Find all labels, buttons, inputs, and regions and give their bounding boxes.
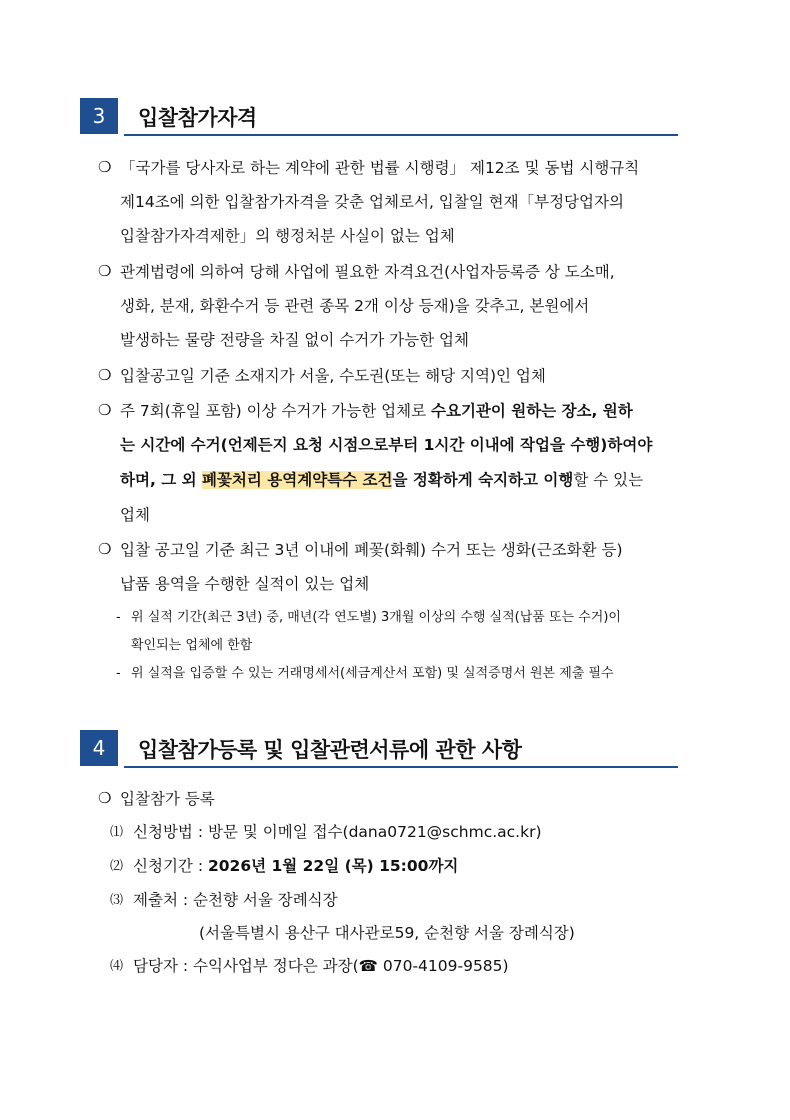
bullet-icon: ❍	[98, 158, 112, 176]
item-2-line-1: 관계법령에 의하여 당해 사업에 필요한 자격요건(사업자등록증 상 도소매,	[120, 263, 615, 281]
row-value: 수익사업부 정다은 과장(☎ 070-4109-9585)	[193, 957, 509, 975]
bullet-icon: ❍	[98, 262, 112, 280]
section-4-header	[80, 730, 678, 770]
item-4-line-4: 업체	[120, 506, 150, 524]
row-label: 신청방법 :	[133, 823, 208, 841]
item-1-line-3: 입찰참가자격제한」의 행정처분 사실이 없는 업체	[120, 227, 455, 245]
item-4-text-bold: 수요기관이 원하는 장소, 원하	[431, 402, 633, 420]
sub-1-line-1: 위 실적 기간(최근 3년) 중, 매년(각 연도별) 3개월 이상의 수행 실적(납품 또는 수거)이	[131, 610, 621, 625]
row-number: ⑴	[110, 825, 124, 840]
row-value: 방문 및 이메일 접수(dana0721@schmc.ac.kr)	[207, 823, 542, 841]
item-4-line-2: 는 시간에 수거(언제든지 요청 시점으로부터 1시간 이내에 작업을 수행)하여야	[120, 436, 653, 454]
section-number: 3	[80, 98, 118, 134]
item-4-text-bold: 하며, 그 외	[120, 471, 202, 489]
section-3-header	[80, 98, 678, 138]
item-5-line-1: 입찰 공고일 기준 최근 3년 이내에 폐꽃(화훼) 수거 또는 생화(근조화환 등)	[120, 541, 623, 559]
section-number: 4	[80, 730, 118, 766]
bullet-icon: ❍	[98, 366, 112, 384]
bullet-icon: ❍	[98, 540, 112, 558]
row-value: 2026년 1월 22일 (목) 15:00까지	[207, 857, 459, 875]
item-4-highlight: 폐꽃처리 용역계약특수 조건	[201, 471, 393, 489]
sub-dash: -	[116, 666, 121, 681]
sub-dash: -	[116, 610, 121, 625]
section-underline	[124, 134, 678, 136]
apply-period-row	[133, 856, 458, 876]
contact-row	[133, 956, 509, 976]
row-value: 순천향 서울 장례식장	[193, 891, 338, 909]
section-underline	[124, 766, 678, 768]
item-4-line-3	[120, 470, 643, 490]
submission-place-row	[133, 890, 338, 910]
row-number: ⑷	[110, 959, 124, 974]
bullet-icon: ❍	[98, 789, 112, 807]
item-2-line-3: 발생하는 물량 전량을 차질 없이 수거가 가능한 업체	[120, 331, 469, 349]
address-line: (서울특별시 용산구 대사관로59, 순천향 서울 장례식장)	[199, 924, 575, 942]
section-title: 입찰참가자격	[138, 106, 257, 130]
item-2-line-2: 생화, 분재, 화환수거 등 관련 종목 2개 이상 등재)을 갖추고, 본원에서	[120, 297, 590, 315]
item-1-line-2: 제14조에 의한 입찰참가자격을 갖춘 업체로서, 입찰일 현재「부정당업자의	[120, 193, 624, 211]
item-4-text-normal: 주 7회(휴일 포함) 이상 수거가 가능한 업체로	[120, 402, 431, 420]
bullet-icon: ❍	[98, 401, 112, 419]
row-label: 신청기간 :	[133, 857, 208, 875]
section-title: 입찰참가등록 및 입찰관련서류에 관한 사항	[138, 738, 522, 762]
sub-1-line-2: 확인되는 업체에 한함	[131, 638, 253, 653]
item-3-line-1: 입찰공고일 기준 소재지가 서울, 수도권(또는 해당 지역)인 업체	[120, 367, 546, 385]
item-5-line-2: 납품 용역을 수행한 실적이 있는 업체	[120, 575, 370, 593]
item-4-line-1	[120, 401, 633, 421]
item-4-text-bold: 을 정확하게 숙지하고 이행	[392, 471, 574, 489]
apply-method-row	[133, 822, 542, 842]
item-4-text-normal: 할 수 있는	[573, 471, 644, 489]
registration-heading: 입찰참가 등록	[120, 790, 215, 808]
row-label: 제출처 :	[133, 891, 193, 909]
sub-2-line-1: 위 실적을 입증할 수 있는 거래명세서(세금계산서 포함) 및 실적증명서 원본 제출 필수	[131, 666, 614, 681]
row-label: 담당자 :	[133, 957, 193, 975]
item-1-line-1: 「국가를 당사자로 하는 계약에 관한 법률 시행령」 제12조 및 동법 시행규칙	[120, 159, 640, 177]
row-number: ⑵	[110, 859, 124, 874]
row-number: ⑶	[110, 893, 124, 908]
